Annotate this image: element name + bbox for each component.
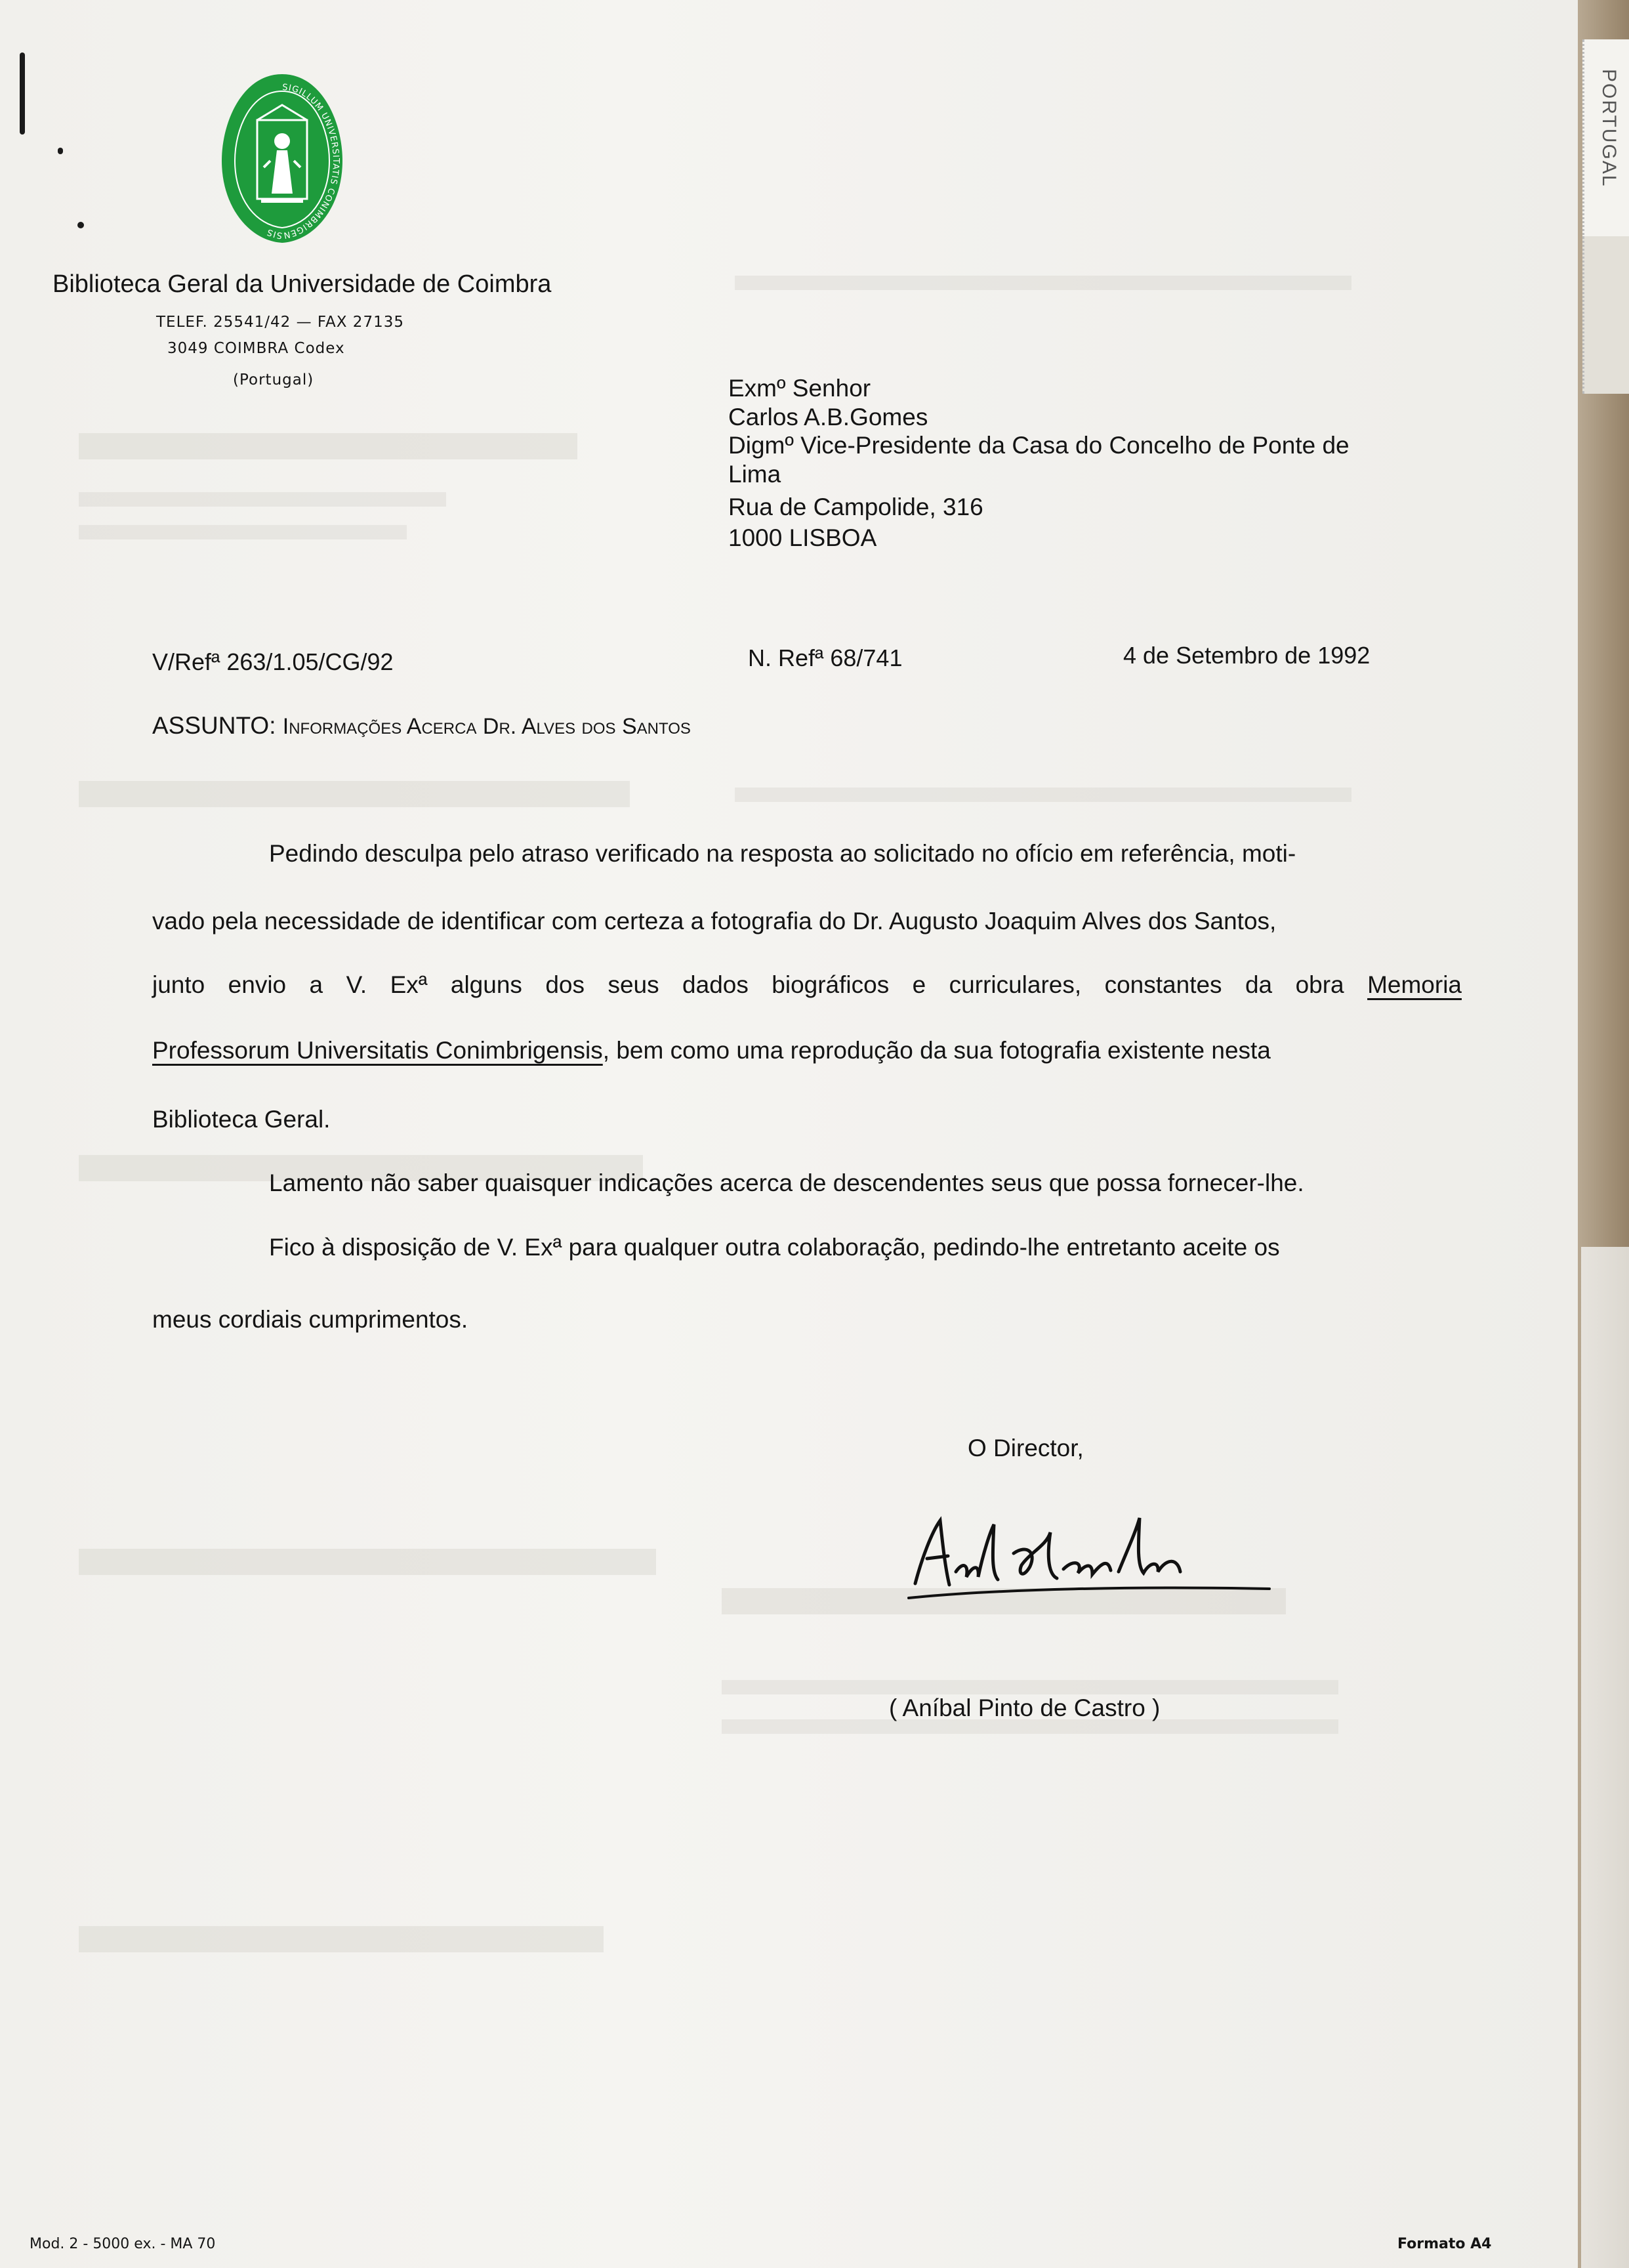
recipient-city: 1000 LISBOA [728,524,877,551]
recipient-role: Digmº Vice-Presidente da Casa do Concelho de Ponte de [728,432,1350,459]
recipient-salutation: Exmº Senhor [728,375,871,402]
recipient-role-cont: Lima [728,461,781,488]
subject-label: ASSUNTO: [152,712,276,739]
paragraph-1-line-2: vado pela necessidade de identificar com certeza a fotografia do Dr. Augusto Joaquim Alves dos Santos, [152,908,1277,934]
paragraph-1-line-1: Pedindo desculpa pelo atraso verificado na resposta ao solicitado no ofício em referência, moti- [269,840,1296,867]
signatory-title: O Director, [968,1435,1084,1461]
institution-postal: 3049 COIMBRA Codex [167,340,345,357]
subject-line [152,712,691,740]
recipient-street: Rua de Campolide, 316 [728,494,983,520]
paragraph-1-line-3-text: junto envio a V. Exª alguns dos seus dados biográficos e curriculares, constantes da obra [152,971,1344,998]
institution-phone: TELEF. 25541/42 — FAX 27135 [156,314,404,331]
paragraph-3-line-1: Fico à disposição de V. Exª para qualquer outra colaboração, pedindo-lhe entretanto aceite os [269,1234,1280,1261]
punch-mark [20,52,25,135]
institution-country: (Portugal) [233,371,314,388]
subject-text: Informações Acerca Dr. Alves dos Santos [282,714,691,739]
paragraph-1-line-4 [152,1037,1271,1064]
paragraph-1-line-3 [152,971,1462,999]
cited-work-title: Memoria [1367,971,1462,998]
university-seal [217,69,348,246]
punch-dot [58,148,63,154]
signatory-name: ( Aníbal Pinto de Castro ) [889,1694,1161,1721]
handwritten-signature [902,1506,1276,1621]
paragraph-1-line-5: Biblioteca Geral. [152,1106,331,1133]
form-code: Mod. 2 - 5000 ex. - MA 70 [30,2236,216,2252]
postage-stamp-lower [1582,236,1629,394]
letter-date: 4 de Setembro de 1992 [1123,642,1371,669]
your-reference: V/Refª 263/1.05/CG/92 [152,648,394,675]
stamp-country: PORTUGAL [1598,68,1620,188]
institution-name: Biblioteca Geral da Universidade de Coimbra [52,270,552,298]
seal-legend: SIGILLUM UNIVERSITATIS CONIMBRIGENSIS [265,82,341,241]
paragraph-3-line-2: meus cordiais cumprimentos. [152,1306,468,1333]
paragraph-1-line-4-text: , bem como uma reprodução da sua fotografia existente nesta [602,1037,1271,1064]
back-page-lower [1581,1247,1629,2268]
cited-work-title-cont: Professorum Universitatis Conimbrigensis [152,1037,603,1064]
recipient-name: Carlos A.B.Gomes [728,404,928,430]
paper-format: Formato A4 [1397,2236,1492,2252]
paragraph-2: Lamento não saber quaisquer indicações acerca de descendentes seus que possa fornecer-lhe. [269,1169,1304,1196]
punch-dot [77,222,84,228]
our-reference: N. Refª 68/741 [748,644,903,671]
